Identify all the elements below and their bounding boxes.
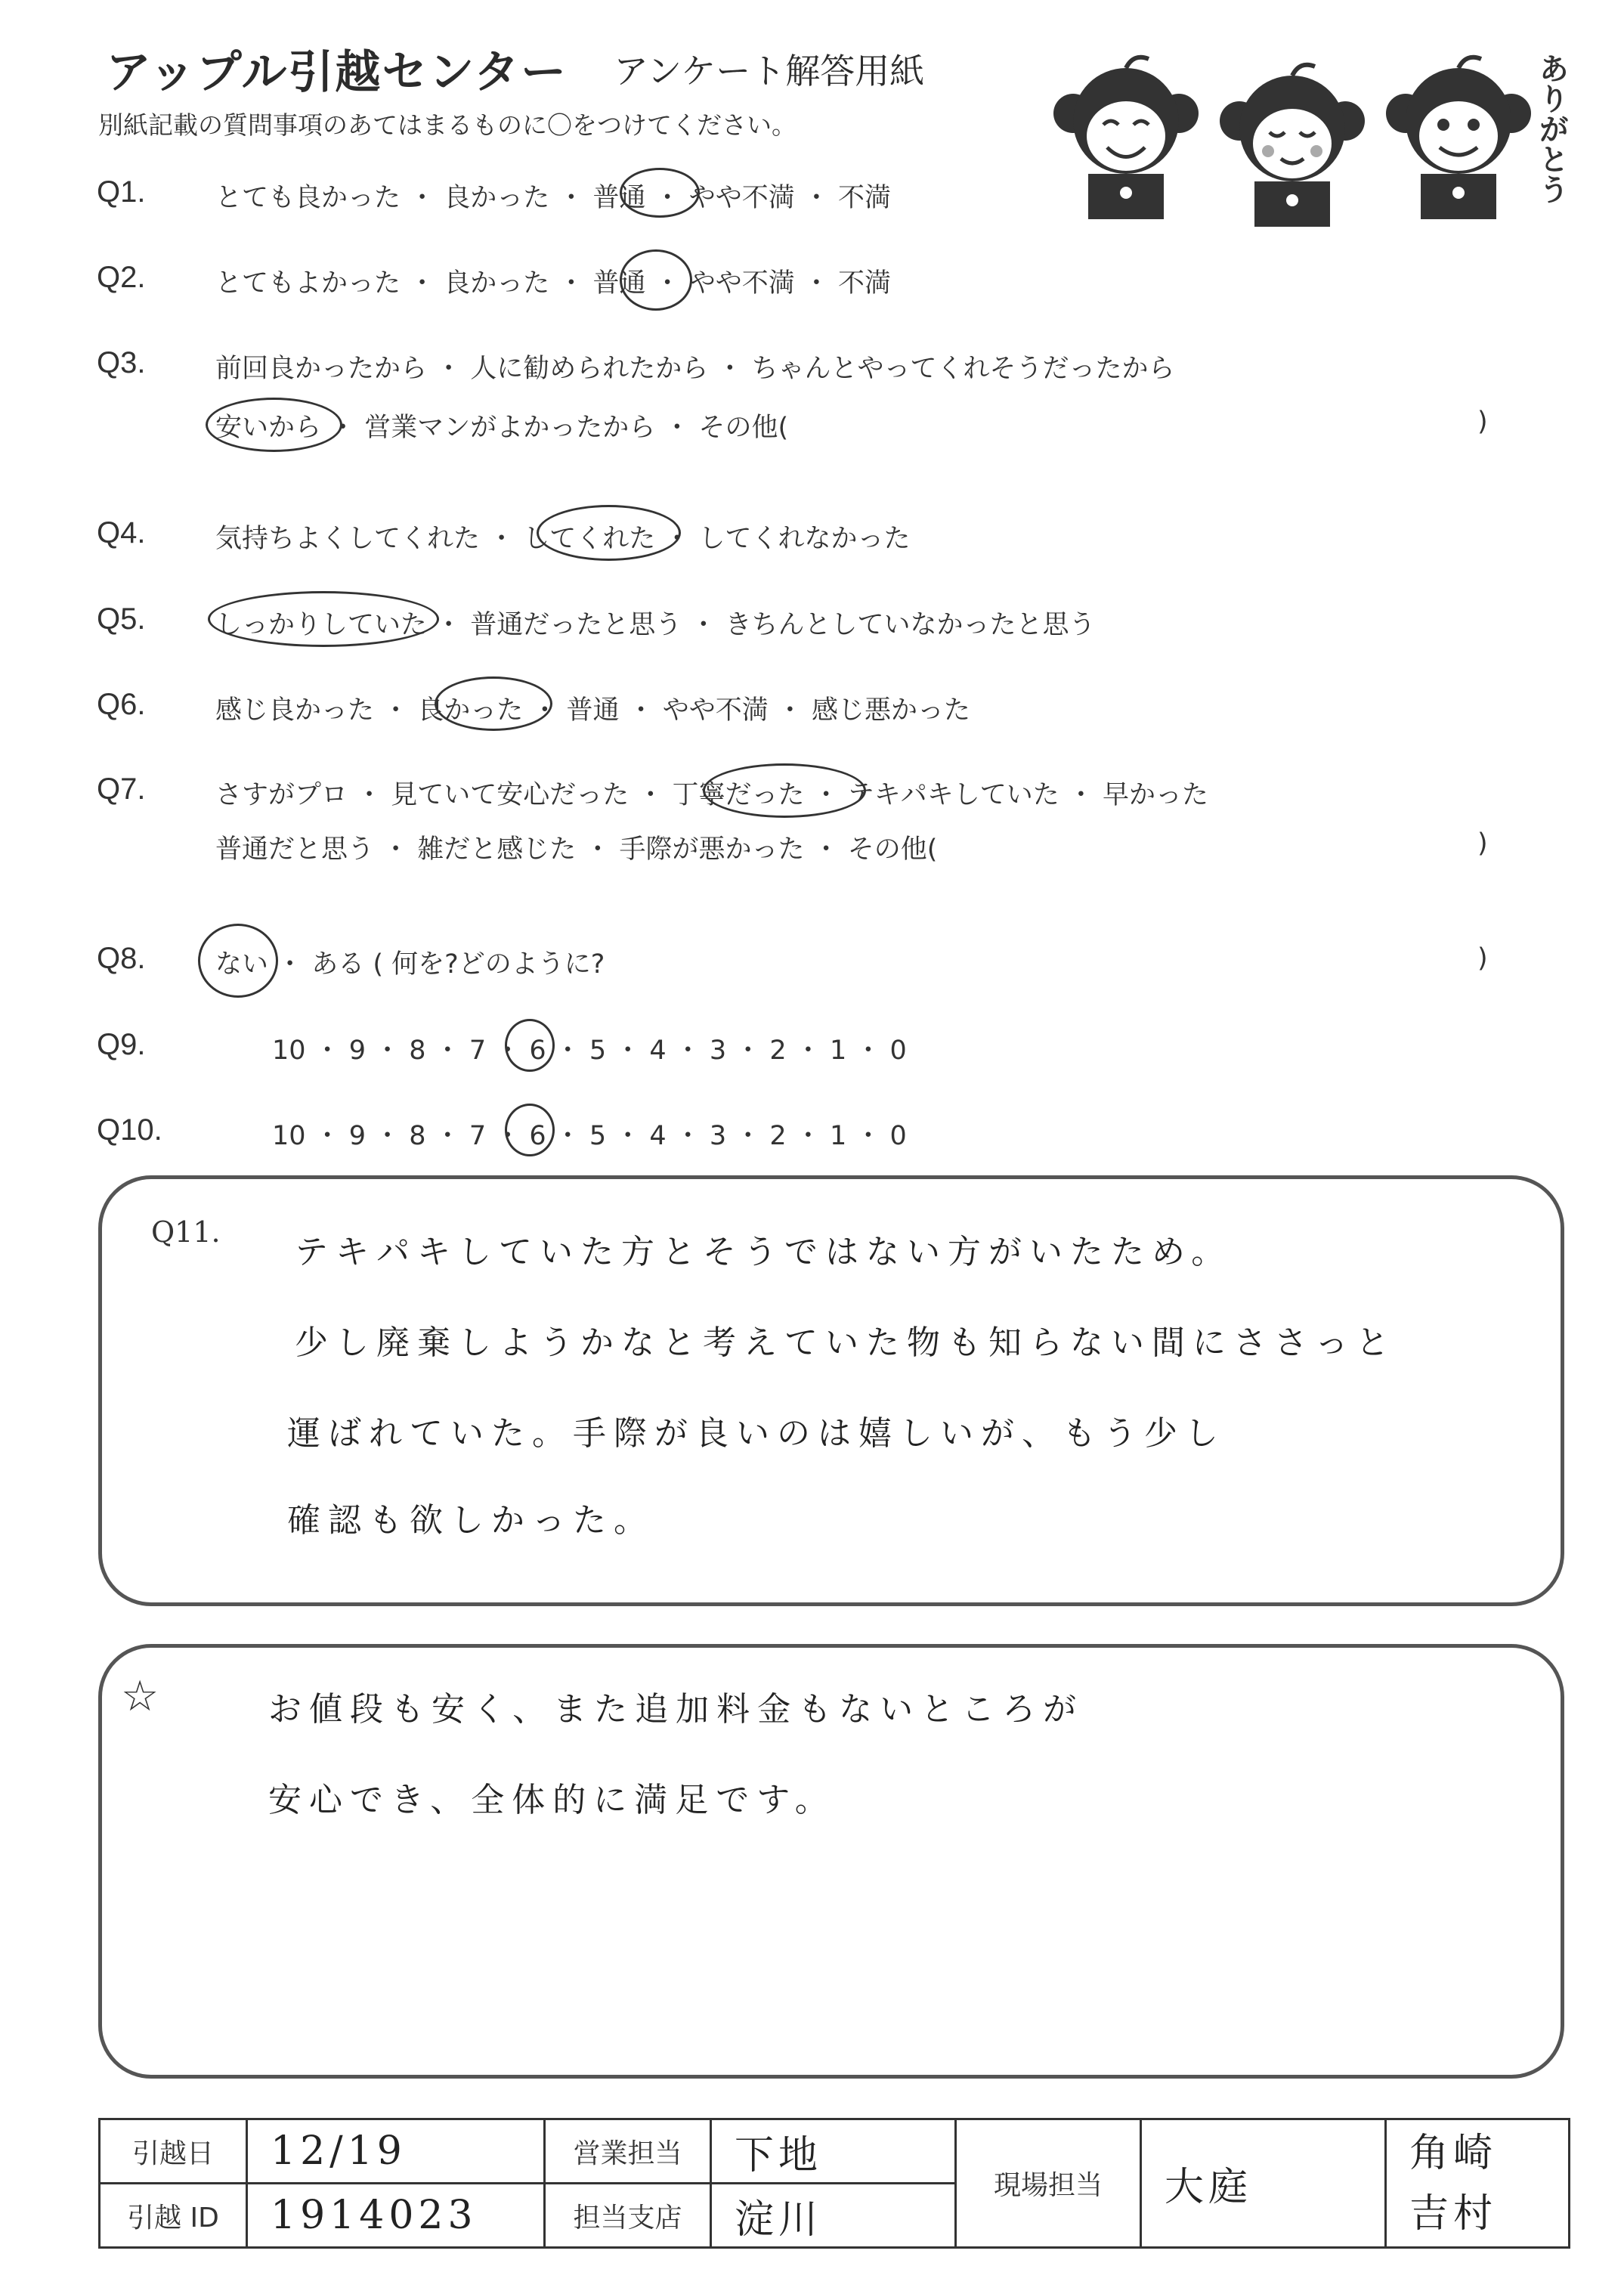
thank-you-badge: ありがとう (1534, 53, 1569, 204)
site-staff-value-2 (1386, 2119, 1570, 2248)
q5-options: しっかりしていた ・ 普通だったと思う ・ きちんとしていなかったと思う (215, 610, 1096, 640)
sales-rep-label: 営業担当 (545, 2119, 711, 2184)
sales-rep-value: 下地 (711, 2119, 956, 2184)
q3-close-paren: ) (1477, 407, 1488, 437)
footer-info-table (98, 2118, 1570, 2249)
comment-handwritten-line: 安心でき、全体的に満足です。 (268, 1781, 836, 1819)
q7-close-paren: ) (1477, 828, 1488, 859)
q5-label: Q5. (97, 602, 146, 636)
move-date-value: 12/19 (247, 2119, 545, 2184)
q6-answer-circle (435, 676, 552, 731)
q1-options: とても良かった ・ 良かった ・ 普通 ・ やや不満 ・ 不満 (215, 183, 892, 213)
q10-scale: 10 ・ 9 ・ 8 ・ 7 ・ 6 ・ 5 ・ 4 ・ 3 ・ 2 ・ 1 ・ 0 (272, 1121, 907, 1151)
q8-label: Q8. (97, 942, 146, 975)
site-staff-label: 現場担当 (956, 2119, 1141, 2248)
q11-handwritten-line: 少し廃棄しようかなと考えていた物も知らない間にささっと (295, 1323, 1397, 1362)
monkey-mascot-icon (1043, 53, 1209, 227)
q11-handwritten-line: 運ばれていた。手際が良いのは嬉しいが、もう少し (287, 1414, 1226, 1453)
q7-options-line2: 普通だと思う ・ 雑だと感じた ・ 手際が悪かった ・ その他( (215, 834, 938, 865)
q11-handwritten-line: 確認も欲しかった。 (287, 1501, 654, 1540)
form-title: アップル引越センター (106, 46, 568, 99)
site-staff-value-1: 大庭 (1141, 2119, 1386, 2248)
branch-value: 淀川 (711, 2184, 956, 2248)
move-id-value: 1914023 (247, 2184, 545, 2248)
q3-label: Q3. (97, 346, 146, 379)
q7-label: Q7. (97, 772, 146, 806)
q4-label: Q4. (97, 516, 146, 550)
q9-label: Q9. (97, 1028, 146, 1061)
site-staff-name: 吉村 (1409, 2190, 1498, 2237)
q5-answer-circle (208, 591, 439, 647)
comment-handwritten-line: お値段も安く、また追加料金もないところが (268, 1690, 1084, 1729)
q4-options: 気持ちよくしてくれた ・ してくれた ・ してくれなかった (215, 524, 911, 554)
q6-label: Q6. (97, 688, 146, 721)
q3-options-line1: 前回良かったから ・ 人に勧められたから ・ ちゃんとやってくれそうだったから (215, 354, 1175, 384)
q8-answer-circle (198, 924, 278, 998)
q11-label: Q11. (151, 1215, 221, 1249)
move-date-label: 引越日 (100, 2119, 247, 2184)
q1-label: Q1. (97, 175, 146, 209)
monkey-mascot-icon (1209, 60, 1375, 234)
q8-close-paren: ) (1477, 943, 1488, 974)
branch-label: 担当支店 (545, 2184, 711, 2248)
q2-answer-circle (620, 249, 692, 311)
q3-answer-circle (206, 398, 342, 452)
q11-handwritten-line: テキパキしていた方とそうではない方がいたため。 (295, 1233, 1233, 1271)
instruction-text: 別紙記載の質問事項のあてはまるものに〇をつけてください。 (98, 110, 797, 140)
q10-label: Q10. (97, 1113, 162, 1147)
q9-scale: 10 ・ 9 ・ 8 ・ 7 ・ 6 ・ 5 ・ 4 ・ 3 ・ 2 ・ 1 ・ 0 (272, 1036, 907, 1066)
q4-answer-circle (537, 505, 681, 561)
q9-answer-circle (505, 1019, 555, 1072)
move-id-label: 引越 ID (100, 2184, 247, 2248)
q7-answer-circle (703, 763, 866, 818)
q6-options: 感じ良かった ・ 良かった ・ 普通 ・ やや不満 ・ 感じ悪かった (215, 695, 971, 726)
site-staff-name: 角崎 (1409, 2130, 1498, 2176)
q3-options-line2: 安いから ・ 営業マンがよかったから ・ その他( (215, 413, 789, 443)
q2-options: とてもよかった ・ 良かった ・ 普通 ・ やや不満 ・ 不満 (215, 268, 892, 299)
monkey-mascot-icon (1375, 53, 1542, 227)
q1-answer-circle (620, 168, 700, 218)
q7-options-line1: さすがプロ ・ 見ていて安心だった ・ 丁寧だった ・ テキパキしていた ・ 早かった (215, 780, 1209, 810)
q8-options: ない ・ ある ( 何を?どのように? (215, 949, 605, 980)
q10-answer-circle (505, 1104, 555, 1156)
form-subtitle: アンケート解答用紙 (614, 51, 925, 91)
q2-label: Q2. (97, 261, 146, 294)
star-icon: ☆ (121, 1672, 159, 1721)
